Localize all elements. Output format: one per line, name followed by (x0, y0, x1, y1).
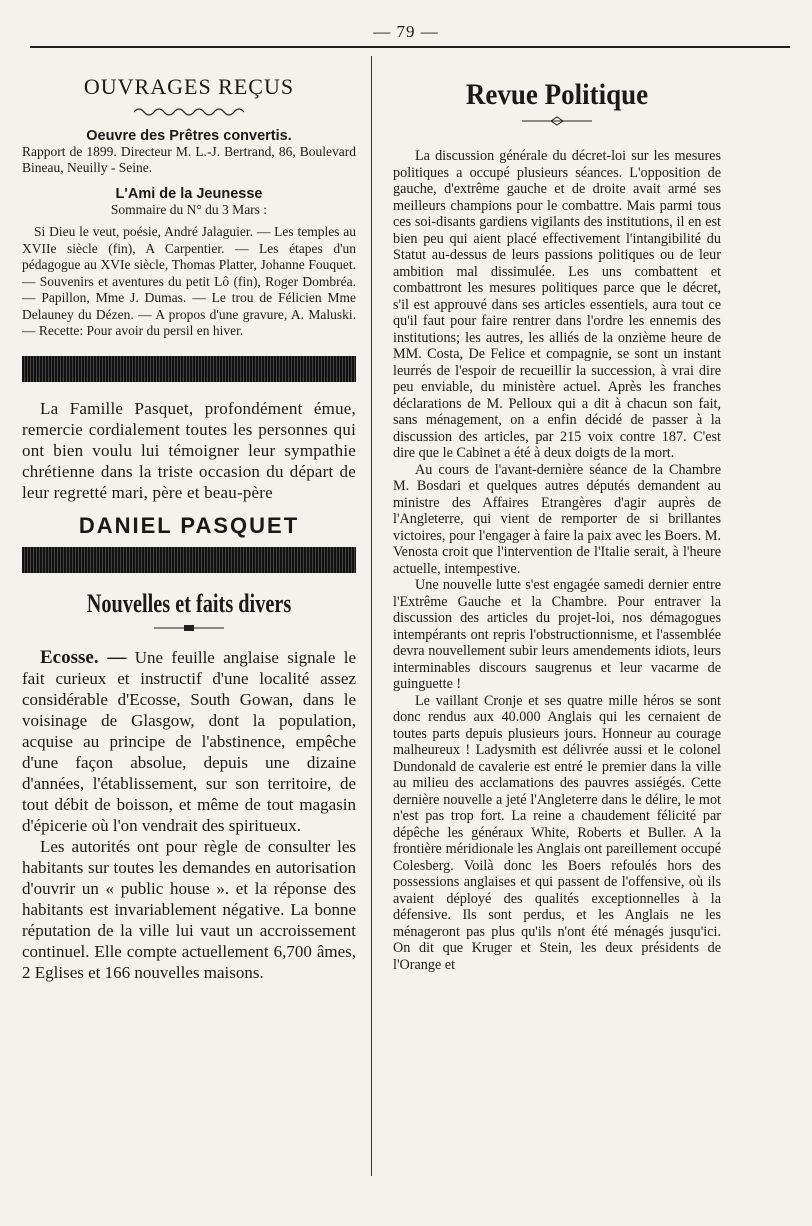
revue-paragraph: Une nouvelle lutte s'est engagée samedi dernier entre l'Extrême Gauche et la Chambre. Pour entraver la discussion des articles du projet-loi, nos démagogues intempérants ont repris l'obstructionnisme, et l'assemblée devra nouvellement subir leurs amendements idiots, leurs interminables discours saugrenus et leur vacarme de guinguette ! (393, 577, 721, 692)
entry-body-sommaire: Si Dieu le veut, poésie, André Jalaguier. — Les temples au XVIIe siècle (fin), A Carpentier. — Les étapes d'un pédagogue au XVIe siècle, Thomas Platter, Johanne Fouquet. — Souvenirs et aventures du petit Lô (fin), Roger Dombréa. — Papillon, Mme J. Dumas. — Le trou de Félicien Mme Delauney du Dézen. — A propos d'une gravure, A. Maluski. — Recette: Pour avoir du persil en hiver. (22, 224, 356, 338)
revue-paragraph: Le vaillant Cronje et ses quatre mille héros se sont donc rendus aux 40.000 Anglais qui les cernaient de toutes parts depuis plusieurs jours. Honneur au courage malheureux ! Ladysmith est délivrée aussi et le colonel Dundonald de cavalerie est entré le premier dans la ville au milieu des acclamations des pauvres assiégés. Cette dernière nouvelle a jeté l'Angleterre dans le délire, le mot n'est pas trop fort. La reine a chaudement félicité par dépêche les généraux White, Roberts et Buller. A la frontière méridionale les Anglais ont pareillement occupé Colesberg. Voilà donc les Boers refoulés hors des possessions anglaises et qui passent de l'offensive, où ils avaient déployé des qualités exceptionnelles à la défensive. Ils sont perdus, et les Anglais ne les ménageront pas plus qu'ils n'ont été ménagés jusqu'ici. On dit que Kruger et Stein, les deux présidents de l'Orange et (393, 692, 721, 973)
news-paragraph-text: Une feuille anglaise signale le fait curieux et instructif d'une localité assez considérable d'Ecosse, South Gowan, dans le voisinage de Glasgow, dont la population, acquise au principe de l'abstinence, empêche d'une façon absolue, depuis une dizaine d'années, l'établissement, sur son territoire, de tout débit de boisson, et même de tout magasin d'épicerie où l'on vendrait des spiritueux. (22, 647, 356, 835)
revue-paragraph: Au cours de l'avant-dernière séance de la Chambre M. Bosdari et quelques autres députés demandent au ministre des Affaires Etrangères d'agir auprès de l'Angleterre, qui vient de remporter de si brillantes victoires, pour l'engager à faire la paix avec les Boers. M. Venosta croit que l'intervention de l'Italie serait, à l'heure actuelle, intempestive. (393, 461, 721, 577)
left-column (22, 64, 356, 1164)
column-divider (371, 56, 372, 1176)
notice-text: La Famille Pasquet, profondément émue, remercie cordialement toutes les personnes qui ont bien voulu lui témoigner leur sympathie chrétienne dans la triste occasion du départ de leur regretté mari, père et beau-père (22, 398, 356, 502)
entry-text-pretres: Rapport de 1899. Directeur M. L.-J. Bertrand, 86, Boulevard Bineau, Neuilly - Seine. (22, 144, 356, 175)
top-rule (30, 46, 790, 48)
diamond-ornament (522, 116, 592, 126)
notice-name: DANIEL PASQUET (78, 512, 300, 538)
news-lead: Ecosse. — (40, 646, 127, 668)
right-column (393, 64, 721, 1164)
revue-paragraph: La discussion générale du décret-loi sur les mesures politiques a occupé plusieurs séances. L'opposition de gauche, d'extrême gauche et de droite avait armé ses meilleurs champions pour le combattre. Mais parmi tous ces soi-disants gardiens vigilants des institutions, il en est bien peu qui aient placé effectivement l'intangibilité du Statut au-dessus de leurs passions politiques ou de leur ambition mal dissimulée. Les uns combattent et combattront les mesures politiques parce que le décret, s'il est approuvé dans ses articles essentiels, aura tout ce qu'il faut pour faire rentrer dans l'ordre les ennemis des institutions; les autres, les alliés de la onzième heure de MM. Costa, De Felice et compagnie, se sont un instant leurrés de l'espoir de recueillir la succession, à vrai dire peu enviable, du ministère actuel. Après les franches déclarations de M. Pelloux qui a dit à chacun son fait, sans ménagement, on a enfin décidé de passer à la discussion des articles, par 215 voix contre 187. C'est dire que le Cabinet a été à deux doigts de la mort. (393, 148, 721, 461)
news-heading: Nouvelles et faits divers (86, 588, 292, 618)
wavy-ornament (134, 106, 244, 118)
entry-title-ami-jeunesse: L'Ami de la Jeunesse (115, 186, 263, 202)
entry-title-pretres: Oeuvre des Prêtres convertis. (86, 128, 292, 144)
entry-subtitle-sommaire: Sommaire du N° du 3 Mars : (110, 202, 268, 217)
black-divider-bar (22, 356, 356, 382)
news-paragraph (22, 647, 356, 836)
line-ornament (154, 623, 224, 633)
section-heading-ouvrages: OUVRAGES REÇUS (83, 74, 295, 99)
black-divider-bar (22, 547, 356, 573)
news-paragraph: Les autorités ont pour règle de consulter les habitants sur toutes les demandes en autorisation d'ouvrir un « public house ». et la réponse des habitants est invariablement négative. La bonne réputation de la ville lui vaut un accroissement continuel. Elle compte actuellement 6,700 âmes, 2 Eglises et 166 nouvelles maisons. (22, 836, 356, 982)
revue-heading: Revue Politique (465, 78, 649, 111)
page-number: — 79 — (373, 22, 439, 41)
